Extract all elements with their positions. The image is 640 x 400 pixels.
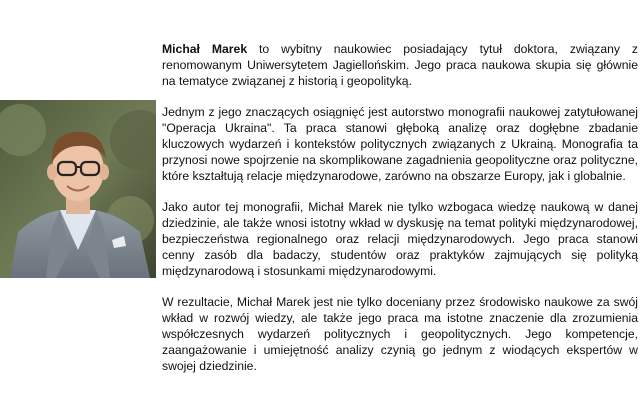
bio-paragraph-monograph: Jednym z jego znaczących osiągnięć jest autorstwo monografii naukowej zatytułowanej "Operacja Ukraina". Ta praca stanowi głęboką analizę oraz dogłębne zbadanie kluczowych wydarzeń i kontekstów politycznych związanych z Ukrainą. Monografia ta przynosi nowe spojrzenie na skomplikowane zagadnienia geopolityczne oraz polityczne, które kształtują relacje międzynarodowe, zarówno na obszarze Europy, jak i globalnie. bbox=[162, 105, 638, 183]
bio-intro-text: to wybitny naukowiec posiadający tytuł doktora, związany z renomowanym Uniwersytetem Jagiellońskim. Jego praca naukowa skupia się głównie na tematyce związanej z historią i geopolityką. bbox=[162, 42, 639, 88]
author-name: Michał Marek bbox=[162, 42, 248, 56]
bio-paragraph-intro bbox=[162, 41, 638, 89]
portrait-illustration bbox=[0, 100, 156, 278]
bio-paragraph-conclusion: W rezultacie, Michał Marek jest nie tylko doceniany przez środowisko naukowe za swój wkład w rozwój wiedzy, ale także jego praca ma istotne znaczenie dla zrozumienia współczesnych wydarzeń politycznych i geopolitycznych. Jego kompetencje, zaangażowanie i umiejętność analizy czynią go jednym z wiodących ekspertów w swojej dziedzinie. bbox=[162, 295, 638, 373]
author-biography bbox=[162, 41, 638, 389]
bio-paragraph-contribution: Jako autor tej monografii, Michał Marek nie tylko wzbogaca wiedzę naukową w danej dziedzinie, ale także wnosi istotny wkład w dyskusję na temat polityki międzynarodowej, bezpieczeństwa regionalnego oraz relacji międzynarodowych. Jego praca stanowi cenny zasób dla badaczy, studentów oraz praktyków zajmujących się polityką międzynarodową i stosunkami międzynarodowymi. bbox=[162, 200, 638, 278]
author-portrait-photo bbox=[0, 100, 156, 278]
